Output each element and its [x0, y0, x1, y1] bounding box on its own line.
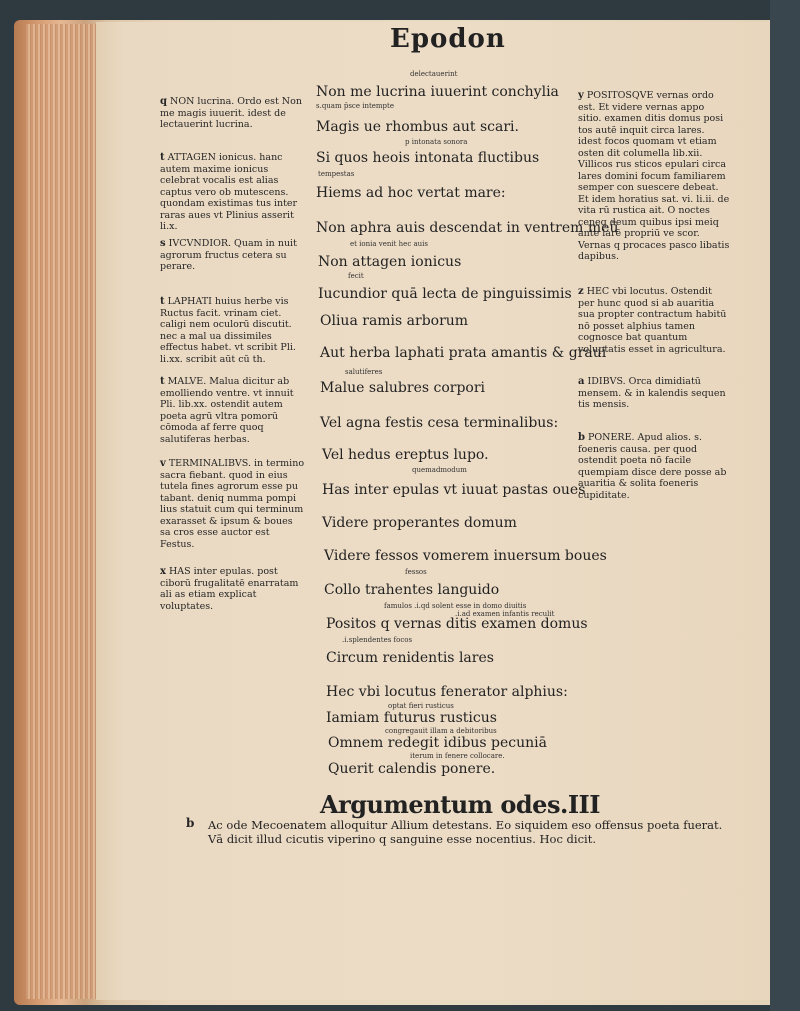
right-note: a IDIBVS. Orca dimidiatū mensem. & in kalendis sequen tis mensis. — [578, 376, 726, 410]
verse-line: Iucundior quā lecta de pinguissimis — [318, 286, 572, 302]
gloss: s.quam p̄sce intempte — [316, 102, 394, 110]
verse-line: Non aphra auis descendat in ventrem meū — [316, 220, 619, 236]
gloss: famulos .i.qd solent esse in domo diuitis — [384, 602, 527, 610]
verse-line: Vel hedus ereptus lupo. — [322, 447, 489, 463]
argument-mark: b — [186, 816, 195, 830]
right-note: b PONERE. Apud alios. s. foeneris causa. per quod ostendit poeta nō facile quempiam disce dere posse ab auaritia & solita foeneris cupiditate. — [578, 432, 727, 501]
verse-line: Hiems ad hoc vertat mare: — [316, 185, 506, 201]
page-edges — [26, 24, 96, 999]
verse-line: Malue salubres corpori — [320, 380, 486, 396]
verse-line: Videre properantes domum — [322, 515, 517, 531]
gloss: .i.splendentes focos — [342, 636, 413, 644]
verse-line: Hec vbi locutus fenerator alphius: — [326, 684, 568, 700]
verse-line: Has inter epulas vt iuuat pastas oues — [322, 482, 586, 498]
verse-line: Videre fessos vomerem inuersum boues — [324, 548, 607, 564]
left-note: t ATTAGEN ionicus. hanc autem maxime ionicus celebrat vocalis est alias captus vero ob mutescens. quondam existimas tus inter raras aues vt Plinius asserit li.x. — [160, 152, 298, 232]
gloss: salutiferes — [345, 368, 383, 376]
left-note: x HAS inter epulas. post ciborū frugalitatē enarratam ali as etiam explicat voluptates. — [160, 566, 299, 612]
verse-line: Collo trahentes languido — [324, 582, 500, 598]
gloss: fessos — [405, 568, 427, 576]
gloss: iterum in fenere collocare. — [410, 752, 505, 760]
left-note: t MALVE. Malua dicitur ab emolliendo ventre. vt innuit Pli. lib.xx. ostendit autem poeta agrū vltra pomorū cōmoda af ferre quoq salutiferas herbas. — [160, 376, 294, 445]
right-note: y POSITOSQVE vernas ordo est. Et videre vernas appo sitio. examen ditis domus posi tos autē inquit circa lares. idest focos quomam vt etiam osten dit columella lib.xii. Villicos rus sticos epulari circa lares domini focum familiarem semper con suescere debeat. Et idem horatius sat. vi. li.ii. de vita rū rustica ait. O noctes ceneq deum quibus ipsi meiq ante larē propriū ve scor. Vernas q procaces pasco libatis dapibus. — [578, 90, 730, 262]
gloss: tempestas — [318, 170, 355, 178]
verse-line: Positos q vernas ditis examen domus — [326, 616, 588, 632]
gloss: p intonata sonora — [405, 138, 468, 146]
gloss: congregauit illam a debitoribus — [385, 727, 497, 735]
verse-line: Non attagen ionicus — [318, 254, 462, 270]
gloss: quemadmodum — [412, 466, 467, 474]
verse-line: Aut herba laphati prata amantis & graui — [320, 345, 607, 361]
verse-line: Vel agna festis cesa terminalibus: — [320, 415, 559, 431]
verse-line: Iamiam futurus rusticus — [326, 710, 497, 726]
left-note: v TERMINALIBVS. in termino sacra fiebant. quod in eius tutela fines agrorum esse pu tabant. deniq numma pompi lius statuit cum qui terminum exarasset & ipsum & boues sa cros esse auctor est Festus. — [160, 458, 305, 550]
background-board — [770, 0, 800, 1011]
verse-line: Non me lucrina iuuerint conchylia — [316, 84, 559, 100]
left-note: q NON lucrina. Ordo est Non me magis iuuerit. idest de lectauerint lucrina. — [160, 96, 302, 130]
argument-text: Ac ode Mecoenatem alloquitur Allium detestans. Eo siquidem eso offensus poeta fuerat. Vā dicit illud cicutis viperino q sanguine esse nocentius. Hoc dicit. — [208, 818, 723, 846]
page-title: Epodon — [390, 24, 506, 54]
gloss: optat fieri rusticus — [388, 702, 454, 710]
verse-line: Magis ue rhombus aut scari. — [316, 119, 519, 135]
gloss: et ionia venit hec auis — [350, 240, 428, 248]
gloss: delectauerint — [410, 70, 458, 78]
verse-line: Si quos heois intonata fluctibus — [316, 150, 540, 166]
verse-line: Omnem redegit idibus pecuniā — [328, 735, 547, 751]
left-note: t LAPHATI huius herbe vis Ructus facit. vrinam ciet. caligi nem oculorū discutit. nec a mal ua dissimiles effectus habet. vt scribit Pli. li.xx. scribit aūt cū th. — [160, 296, 296, 365]
gloss: fecit — [348, 272, 364, 280]
right-note: z HEC vbi locutus. Ostendit per hunc quod si ab auaritia sua propter contractum habitū nō posset alphius tamen cognosce bat quantum voluptatis esset in agricultura. — [578, 286, 727, 355]
argument-title: Argumentum odes.III — [320, 790, 600, 819]
gloss: .i.ad examen infantis reculit — [455, 610, 555, 618]
verse-line: Oliua ramis arborum — [320, 313, 469, 329]
verse-line: Circum renidentis lares — [326, 650, 494, 666]
verse-line: Querit calendis ponere. — [328, 761, 496, 777]
left-note: s IVCVNDIOR. Quam in nuit agrorum fructus cetera su perare. — [160, 238, 297, 272]
